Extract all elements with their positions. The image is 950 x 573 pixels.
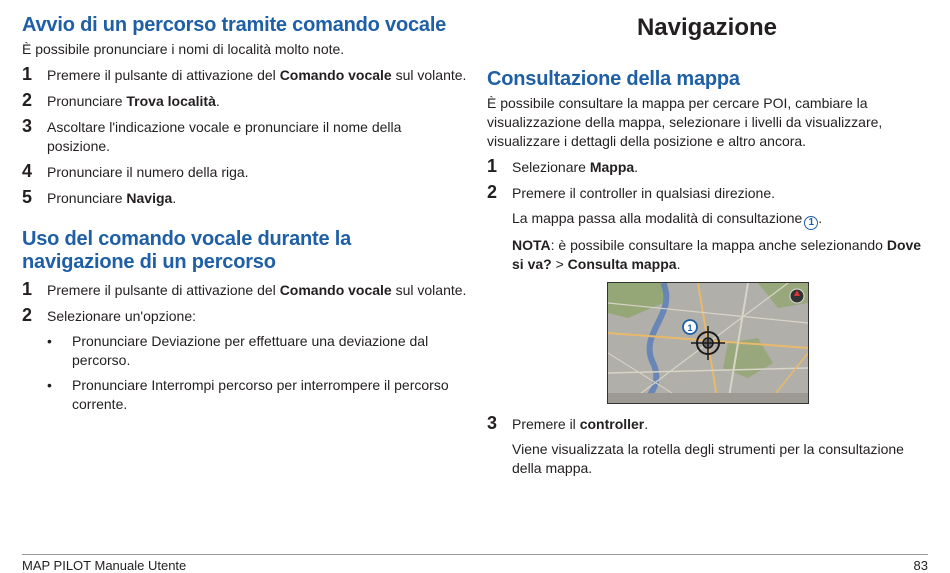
bullet-item [47,376,467,414]
bullet-text: Pronunciare Deviazione per effettuare una deviazione dal percorso. [72,333,429,368]
step-text-end: . [215,93,220,109]
footer-manual-title: MAP PILOT Manuale Utente [22,558,187,573]
step-number: 1 [487,156,498,176]
step-text: Premere il controller in qualsiasi direzione. [512,185,776,201]
step-number: 2 [22,305,33,325]
step-item [22,117,467,156]
note-end: . [676,255,681,272]
step-bold: Mappa [589,159,635,175]
note [512,236,927,274]
page-title: Navigazione [636,14,778,41]
step-number: 2 [22,90,33,110]
note-bold-where-to: Dove si va? [512,236,922,272]
footer-divider [22,554,928,555]
bullet-text: Pronunciare Interrompi percorso per interrompere il percorso corrente. [72,377,449,412]
bullet-dot: • [47,377,52,393]
step-item [487,157,927,177]
step-description-text: La mappa passa alla modalità di consultazione [512,210,803,226]
step-bold: Comando vocale [279,67,392,83]
step-item [22,65,467,85]
map-screenshot [607,282,809,404]
step-text: Premere il [512,415,580,432]
step-text: Ascoltare l'indicazione vocale e pronunciare il nome della posizione. [47,119,402,154]
step-text-end: . [172,190,177,206]
step-item [22,91,467,111]
step-description: Viene visualizzata la rotella degli strumenti per la consultazione della mappa. [512,440,904,476]
map-image [608,283,808,403]
step-number: 2 [487,182,498,202]
section-intro: È possibile consultare la mappa per cercare POI, cambiare la visualizzazione della mappa, selezionare i livelli da visualizzare, visualizzare i dettagli della posizione e altro ancora. [487,95,883,149]
note-separator: > [551,255,568,272]
step-description [512,209,927,230]
step-number: 1 [22,64,33,84]
section-title-voice-navigation: Uso del comando vocale durante la navigazione di un percorso [22,228,352,273]
step-item [487,183,927,203]
step-text-end: sul volante. [391,67,467,83]
bullet-dot: • [47,333,52,349]
step-bold: Naviga [126,190,173,206]
step-text: Pronunciare il numero della riga. [47,164,249,180]
step-bold: controller [579,415,645,432]
step-text-end: . [644,415,649,432]
step-number: 3 [487,412,498,433]
bullet-item [47,332,467,370]
step-text-end: sul volante. [391,282,467,298]
step-text: Pronunciare [47,190,127,206]
step-text: Premere il pulsante di attivazione del [47,67,280,83]
step-number: 4 [22,161,33,181]
left-column [22,14,467,414]
step-text: Pronunciare [47,93,127,109]
step-text: Premere il pulsante di attivazione del [47,282,280,298]
step-item [22,306,467,326]
note-label: NOTA [512,236,551,253]
svg-text:1: 1 [687,322,693,333]
callout-number-icon: 1 [804,216,818,230]
step-item [22,162,467,182]
step-text-end: . [634,159,639,175]
note-bold-browse-map: Consulta mappa [567,255,677,272]
step-text: Selezionare [512,159,590,175]
section-title-map: Consultazione della mappa [487,68,740,90]
step-description-end: . [818,210,823,226]
step-number: 3 [22,116,33,136]
right-column [487,68,927,478]
section-intro: È possibile pronunciare i nomi di località molto note. [22,41,345,57]
step-number: 1 [22,279,33,299]
step-bold: Trova località [126,93,216,109]
note-text: : è possibile consultare la mappa anche selezionando [550,236,887,253]
step-number: 5 [22,187,33,207]
step-item [22,188,467,208]
step-text: Selezionare un'opzione: [47,308,197,324]
footer-page-number: 83 [913,558,928,573]
section-title-voice-start: Avvio di un percorso tramite comando vocale [22,14,447,36]
step-bold: Comando vocale [279,282,392,298]
step-item [22,280,467,300]
step-item [487,414,927,434]
